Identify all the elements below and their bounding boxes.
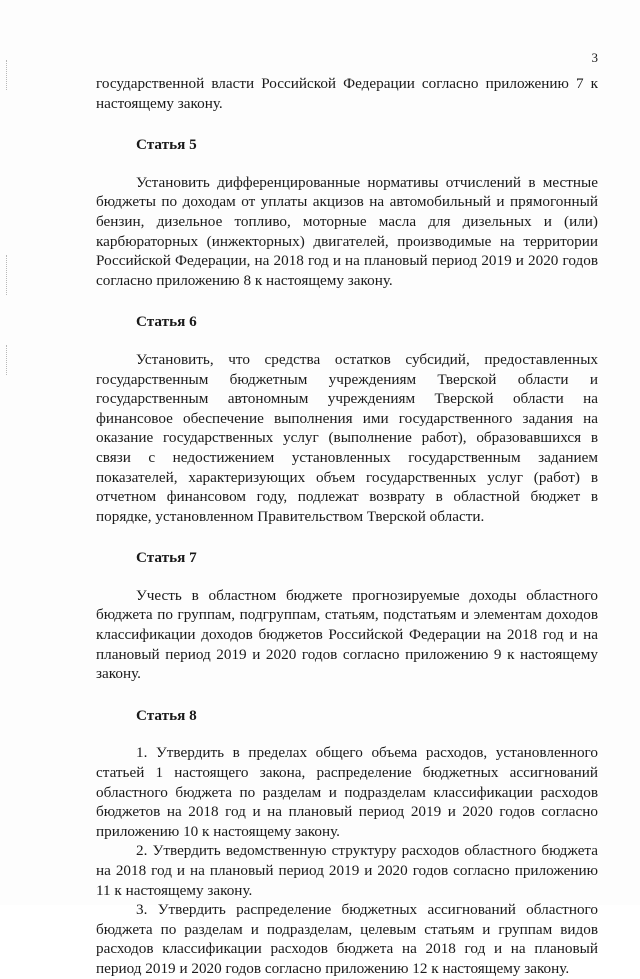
article-paragraph: Установить дифференцированные нормативы отчислений в местные бюджеты по доходам от уплаты акцизов на автомобильный и прямогонный бензин, дизельное топливо, моторные масла для дизельных и (или) карбюраторных (инжекторных) двигателей, производимые на территории Российской Федерации, на 2018 год и на плановый период 2019 и 2020 годов согласно приложению 8 к настоящему закону. [96, 173, 598, 289]
scan-margin-marks [6, 60, 9, 90]
article-item: 3. Утвердить распределение бюджетных ассигнований областного бюджета по разделам и подразделам, целевым статьям и группам видов расходов классификации расходов бюджета на 2018 год и на плановый период 2019 и 2020 годов согласно приложению 12 к настоящему закону. [96, 901, 598, 977]
article-paragraph: Установить, что средства остатков субсидий, предоставленных государственным бюджетным учреждениям Тверской области и государственным автономным учреждениям Тверской области на финансовое обеспечение выполнения ими государственного задания на оказание государственных услуг (выполнение работ), образовавшихся в связи с недостижением установленных государственным заданием показателей, характеризующих объем государственных услуг (работ) в отчетном финансовом году, подлежат возврату в областной бюджет в порядке, установленном Правительством Тверской области. [96, 350, 598, 525]
article-item: 2. Утвердить ведомственную структуру расходов областного бюджета на 2018 год и на плановый период 2019 и 2020 годов согласно приложению 11 к настоящему закону. [96, 842, 598, 899]
scan-margin-marks [6, 345, 9, 375]
scan-margin-marks [6, 255, 9, 295]
intro-paragraph: государственной власти Российской Федерации согласно приложению 7 к настоящему закону. [96, 75, 598, 112]
article-heading: Статья 6 [136, 313, 197, 331]
document-body [96, 74, 598, 979]
article-7 [96, 548, 598, 684]
article-heading: Статья 5 [136, 136, 197, 154]
page-number: 3 [591, 50, 598, 65]
article-heading: Статья 8 [136, 706, 197, 724]
article-item: 1. Утвердить в пределах общего объема расходов, установленного статьей 1 настоящего закона, распределение бюджетных ассигнований областного бюджета по разделам и подразделам классификации расходов бюджетов на 2018 год и на плановый период 2019 и 2020 годов согласно приложению 10 к настоящему закону. [96, 744, 598, 840]
article-paragraph: Учесть в областном бюджете прогнозируемые доходы областного бюджета по группам, подгруппам, статьям, подстатьям и элементам доходов классификации доходов бюджетов Российской Федерации на 2018 год и на плановый период 2019 и 2020 годов согласно приложению 9 к настоящему закону. [96, 586, 598, 683]
article-6 [96, 312, 598, 526]
article-8 [96, 706, 598, 979]
article-5 [96, 135, 598, 290]
article-heading: Статья 7 [136, 549, 197, 567]
